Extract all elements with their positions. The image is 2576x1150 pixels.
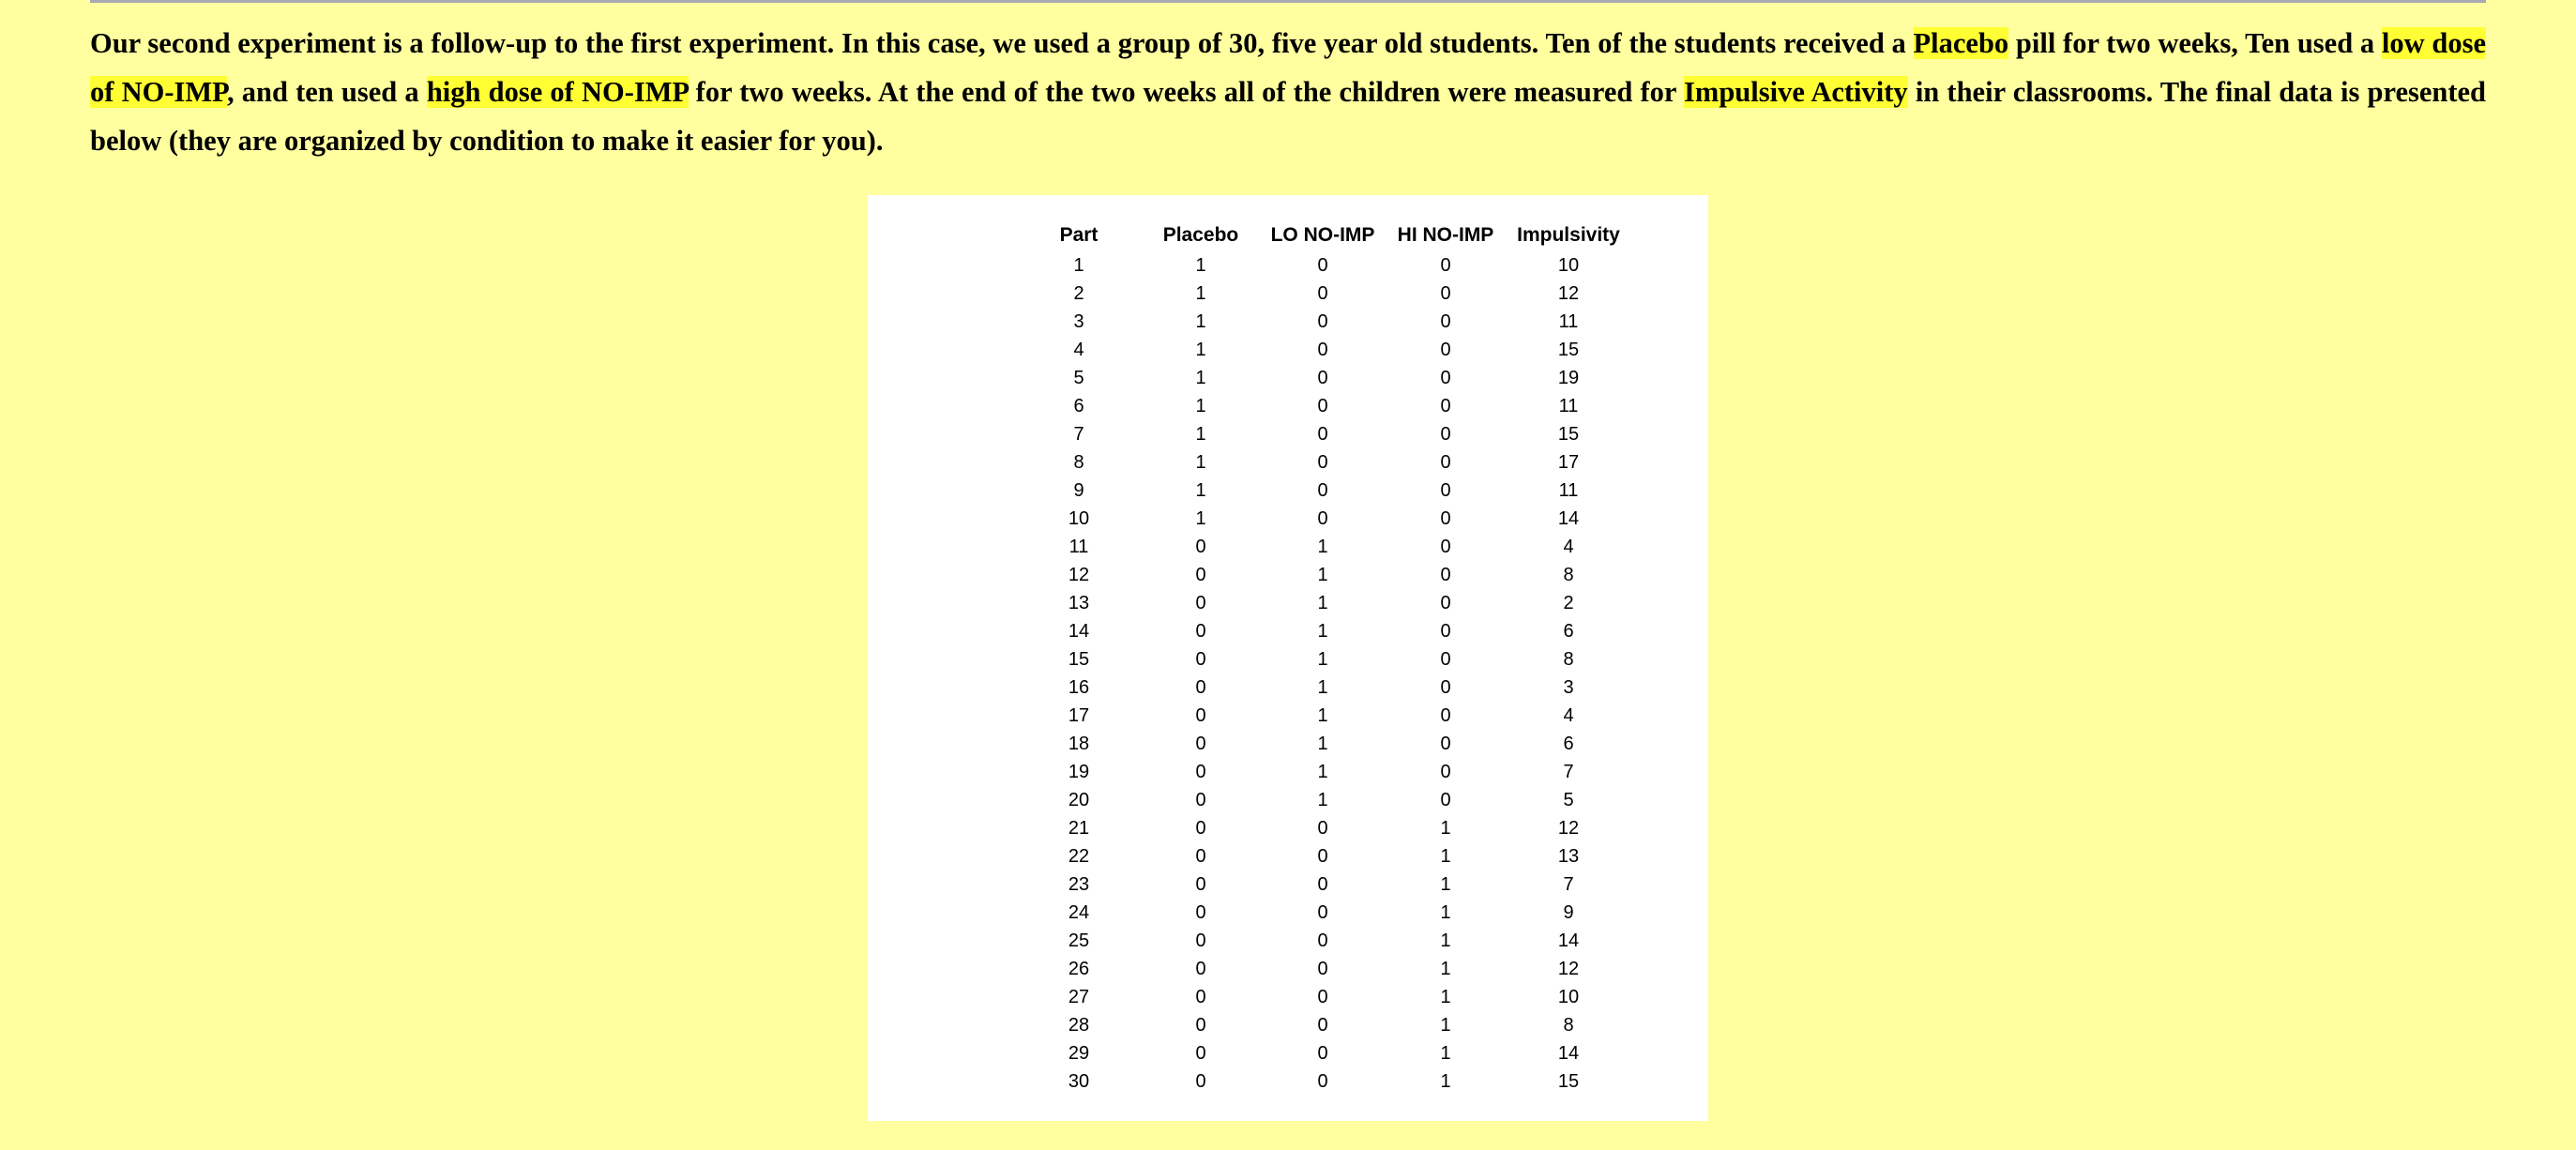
cell-impulsivity: 12 bbox=[1557, 282, 1580, 304]
table-row bbox=[1018, 702, 1629, 730]
cell-hi-no-imp: 0 bbox=[1440, 564, 1451, 585]
highlight-placebo: Placebo bbox=[1913, 27, 2009, 59]
cell-part: 11 bbox=[1068, 536, 1089, 557]
cell-impulsivity: 11 bbox=[1558, 310, 1579, 332]
cell-hi-no-imp: 1 bbox=[1440, 1014, 1451, 1036]
data-table bbox=[1018, 219, 1629, 1096]
cell-part: 25 bbox=[1068, 930, 1090, 951]
cell-placebo: 0 bbox=[1195, 676, 1206, 698]
cell-lo-no-imp: 1 bbox=[1317, 789, 1328, 810]
cell-part: 9 bbox=[1073, 479, 1084, 501]
cell-impulsivity: 10 bbox=[1557, 254, 1580, 276]
table-row bbox=[1018, 814, 1629, 842]
cell-placebo: 0 bbox=[1195, 1042, 1206, 1064]
cell-lo-no-imp: 1 bbox=[1317, 536, 1328, 557]
table-row bbox=[1018, 477, 1629, 505]
cell-placebo: 1 bbox=[1195, 339, 1206, 360]
table-row bbox=[1018, 589, 1629, 617]
cell-hi-no-imp: 0 bbox=[1440, 704, 1451, 726]
cell-lo-no-imp: 0 bbox=[1317, 845, 1328, 867]
cell-hi-no-imp: 0 bbox=[1440, 648, 1451, 670]
cell-lo-no-imp: 0 bbox=[1317, 1042, 1328, 1064]
cell-placebo: 0 bbox=[1195, 845, 1206, 867]
cell-impulsivity: 10 bbox=[1557, 986, 1580, 1007]
cell-hi-no-imp: 0 bbox=[1440, 395, 1451, 416]
cell-lo-no-imp: 0 bbox=[1317, 479, 1328, 501]
table-row bbox=[1018, 983, 1629, 1011]
cell-lo-no-imp: 0 bbox=[1317, 1070, 1328, 1092]
cell-placebo: 1 bbox=[1195, 423, 1206, 445]
cell-part: 28 bbox=[1068, 1014, 1090, 1036]
cell-impulsivity: 14 bbox=[1557, 930, 1580, 951]
cell-placebo: 0 bbox=[1195, 592, 1206, 613]
table-row bbox=[1018, 364, 1629, 392]
cell-placebo: 0 bbox=[1195, 986, 1206, 1007]
table-row bbox=[1018, 870, 1629, 899]
cell-lo-no-imp: 0 bbox=[1317, 339, 1328, 360]
table-row bbox=[1018, 1039, 1629, 1067]
cell-placebo: 0 bbox=[1195, 817, 1206, 839]
table-row bbox=[1018, 420, 1629, 448]
table-row bbox=[1018, 927, 1629, 955]
cell-part: 12 bbox=[1068, 564, 1090, 585]
cell-part: 7 bbox=[1073, 423, 1084, 445]
cell-lo-no-imp: 0 bbox=[1317, 451, 1328, 473]
cell-part: 26 bbox=[1068, 958, 1090, 979]
cell-placebo: 0 bbox=[1195, 564, 1206, 585]
cell-lo-no-imp: 1 bbox=[1317, 592, 1328, 613]
cell-impulsivity: 15 bbox=[1557, 423, 1580, 445]
cell-placebo: 0 bbox=[1195, 648, 1206, 670]
cell-part: 10 bbox=[1068, 507, 1090, 529]
cell-lo-no-imp: 1 bbox=[1317, 620, 1328, 642]
table-row bbox=[1018, 1067, 1629, 1096]
cell-hi-no-imp: 1 bbox=[1440, 958, 1451, 979]
cell-hi-no-imp: 0 bbox=[1440, 339, 1451, 360]
intro-text-4: for two weeks. At the end of the two weeks all of the children were measured for bbox=[688, 76, 1685, 108]
table-row bbox=[1018, 899, 1629, 927]
cell-impulsivity: 4 bbox=[1563, 704, 1574, 726]
cell-lo-no-imp: 0 bbox=[1317, 423, 1328, 445]
cell-part: 5 bbox=[1073, 367, 1084, 388]
cell-lo-no-imp: 1 bbox=[1317, 564, 1328, 585]
cell-part: 22 bbox=[1068, 845, 1090, 867]
cell-impulsivity: 7 bbox=[1563, 761, 1574, 782]
cell-placebo: 1 bbox=[1195, 395, 1206, 416]
cell-hi-no-imp: 0 bbox=[1440, 282, 1451, 304]
table-row bbox=[1018, 758, 1629, 786]
cell-part: 24 bbox=[1068, 901, 1090, 923]
cell-placebo: 1 bbox=[1195, 451, 1206, 473]
cell-lo-no-imp: 1 bbox=[1317, 648, 1328, 670]
cell-hi-no-imp: 0 bbox=[1440, 536, 1451, 557]
cell-part: 16 bbox=[1068, 676, 1090, 698]
cell-impulsivity: 9 bbox=[1563, 901, 1574, 923]
cell-part: 29 bbox=[1068, 1042, 1090, 1064]
table-row bbox=[1018, 251, 1629, 280]
table-row bbox=[1018, 842, 1629, 870]
cell-placebo: 0 bbox=[1195, 704, 1206, 726]
cell-part: 30 bbox=[1068, 1070, 1090, 1092]
cell-hi-no-imp: 1 bbox=[1440, 986, 1451, 1007]
cell-impulsivity: 8 bbox=[1563, 1014, 1574, 1036]
highlight-high-dose: high dose of NO-IMP bbox=[426, 76, 689, 108]
cell-lo-no-imp: 0 bbox=[1317, 817, 1328, 839]
cell-lo-no-imp: 0 bbox=[1317, 958, 1328, 979]
cell-placebo: 0 bbox=[1195, 958, 1206, 979]
table-row bbox=[1018, 392, 1629, 420]
cell-placebo: 0 bbox=[1195, 873, 1206, 895]
cell-placebo: 0 bbox=[1195, 536, 1206, 557]
cell-impulsivity: 12 bbox=[1557, 958, 1580, 979]
cell-part: 14 bbox=[1068, 620, 1090, 642]
cell-impulsivity: 7 bbox=[1563, 873, 1574, 895]
table-row bbox=[1018, 533, 1629, 561]
cell-placebo: 1 bbox=[1195, 367, 1206, 388]
table-row bbox=[1018, 336, 1629, 364]
table-row bbox=[1018, 505, 1629, 533]
cell-placebo: 0 bbox=[1195, 761, 1206, 782]
cell-impulsivity: 17 bbox=[1557, 451, 1580, 473]
cell-part: 3 bbox=[1073, 310, 1084, 332]
top-divider bbox=[90, 0, 2486, 3]
cell-part: 15 bbox=[1068, 648, 1090, 670]
cell-part: 18 bbox=[1068, 733, 1090, 754]
column-header-placebo: Placebo bbox=[1162, 224, 1239, 246]
cell-hi-no-imp: 0 bbox=[1440, 676, 1451, 698]
cell-hi-no-imp: 1 bbox=[1440, 1070, 1451, 1092]
cell-placebo: 0 bbox=[1195, 789, 1206, 810]
cell-part: 17 bbox=[1068, 704, 1090, 726]
table-row bbox=[1018, 1011, 1629, 1039]
cell-lo-no-imp: 0 bbox=[1317, 282, 1328, 304]
column-header-hi-no-imp: HI NO-IMP bbox=[1397, 224, 1494, 246]
cell-part: 1 bbox=[1073, 254, 1084, 276]
cell-part: 20 bbox=[1068, 789, 1090, 810]
cell-lo-no-imp: 0 bbox=[1317, 507, 1328, 529]
table-row bbox=[1018, 308, 1629, 336]
cell-part: 6 bbox=[1073, 395, 1084, 416]
cell-part: 13 bbox=[1068, 592, 1090, 613]
cell-part: 27 bbox=[1068, 986, 1090, 1007]
cell-placebo: 0 bbox=[1195, 1070, 1206, 1092]
table-row bbox=[1018, 448, 1629, 477]
cell-impulsivity: 8 bbox=[1563, 564, 1574, 585]
cell-placebo: 0 bbox=[1195, 901, 1206, 923]
cell-hi-no-imp: 0 bbox=[1440, 367, 1451, 388]
cell-impulsivity: 2 bbox=[1563, 592, 1574, 613]
cell-hi-no-imp: 0 bbox=[1440, 733, 1451, 754]
intro-text-3: , and ten used a bbox=[226, 76, 427, 108]
table-row bbox=[1018, 561, 1629, 589]
table-row bbox=[1018, 645, 1629, 673]
intro-text-5: in their classrooms. The final data is presented below (they are organized by condition to make it easier for you). bbox=[90, 76, 2487, 157]
table-row bbox=[1018, 955, 1629, 983]
cell-hi-no-imp: 1 bbox=[1440, 845, 1451, 867]
cell-hi-no-imp: 0 bbox=[1440, 479, 1451, 501]
cell-hi-no-imp: 0 bbox=[1440, 592, 1451, 613]
cell-part: 23 bbox=[1068, 873, 1090, 895]
cell-lo-no-imp: 0 bbox=[1317, 1014, 1328, 1036]
cell-hi-no-imp: 0 bbox=[1440, 507, 1451, 529]
intro-text-1: Our second experiment is a follow-up to the first experiment. In this case, we used a group of 30, five year old students. Ten of the students received a bbox=[90, 27, 1914, 59]
table-row bbox=[1018, 617, 1629, 645]
cell-placebo: 0 bbox=[1195, 733, 1206, 754]
table-row bbox=[1018, 786, 1629, 814]
cell-hi-no-imp: 0 bbox=[1440, 761, 1451, 782]
cell-impulsivity: 8 bbox=[1563, 648, 1574, 670]
cell-impulsivity: 13 bbox=[1557, 845, 1580, 867]
cell-lo-no-imp: 1 bbox=[1317, 676, 1328, 698]
cell-lo-no-imp: 1 bbox=[1317, 733, 1328, 754]
intro-text-2: pill for two weeks, Ten used a bbox=[2008, 27, 2382, 59]
cell-hi-no-imp: 0 bbox=[1440, 310, 1451, 332]
column-header-part: Part bbox=[1059, 224, 1099, 246]
cell-impulsivity: 11 bbox=[1558, 395, 1579, 416]
cell-lo-no-imp: 0 bbox=[1317, 254, 1328, 276]
cell-impulsivity: 6 bbox=[1563, 733, 1574, 754]
cell-hi-no-imp: 0 bbox=[1440, 423, 1451, 445]
table-row bbox=[1018, 673, 1629, 702]
cell-part: 21 bbox=[1068, 817, 1090, 839]
column-header-impulsivity: Impulsivity bbox=[1517, 224, 1620, 246]
table-header-row bbox=[1018, 219, 1629, 251]
cell-lo-no-imp: 0 bbox=[1317, 310, 1328, 332]
cell-lo-no-imp: 0 bbox=[1317, 873, 1328, 895]
cell-lo-no-imp: 0 bbox=[1317, 395, 1328, 416]
cell-hi-no-imp: 0 bbox=[1440, 789, 1451, 810]
cell-impulsivity: 4 bbox=[1563, 536, 1574, 557]
table-row bbox=[1018, 730, 1629, 758]
experiment-description bbox=[90, 19, 2486, 165]
cell-impulsivity: 11 bbox=[1558, 479, 1579, 501]
cell-part: 2 bbox=[1073, 282, 1084, 304]
cell-lo-no-imp: 0 bbox=[1317, 901, 1328, 923]
cell-lo-no-imp: 0 bbox=[1317, 930, 1328, 951]
cell-impulsivity: 14 bbox=[1557, 1042, 1580, 1064]
cell-lo-no-imp: 0 bbox=[1317, 367, 1328, 388]
cell-hi-no-imp: 0 bbox=[1440, 451, 1451, 473]
cell-placebo: 1 bbox=[1195, 310, 1206, 332]
cell-hi-no-imp: 1 bbox=[1440, 873, 1451, 895]
cell-placebo: 1 bbox=[1195, 282, 1206, 304]
cell-placebo: 1 bbox=[1195, 507, 1206, 529]
cell-part: 19 bbox=[1068, 761, 1090, 782]
cell-impulsivity: 12 bbox=[1557, 817, 1580, 839]
cell-placebo: 0 bbox=[1195, 620, 1206, 642]
cell-part: 4 bbox=[1073, 339, 1084, 360]
highlight-impulsive-activity: Impulsive Activity bbox=[1684, 76, 1908, 108]
table-body bbox=[1018, 251, 1629, 1096]
cell-impulsivity: 19 bbox=[1557, 367, 1580, 388]
cell-lo-no-imp: 0 bbox=[1317, 986, 1328, 1007]
cell-placebo: 1 bbox=[1195, 479, 1206, 501]
highlight-low-dose: low dose of NO-IMP bbox=[90, 27, 2487, 108]
data-table-panel bbox=[868, 195, 1708, 1121]
cell-impulsivity: 15 bbox=[1557, 339, 1580, 360]
cell-hi-no-imp: 0 bbox=[1440, 620, 1451, 642]
table-row bbox=[1018, 280, 1629, 308]
cell-impulsivity: 15 bbox=[1557, 1070, 1580, 1092]
cell-hi-no-imp: 1 bbox=[1440, 1042, 1451, 1064]
cell-placebo: 0 bbox=[1195, 1014, 1206, 1036]
column-header-lo-no-imp: LO NO-IMP bbox=[1270, 224, 1375, 246]
cell-lo-no-imp: 1 bbox=[1317, 704, 1328, 726]
cell-lo-no-imp: 1 bbox=[1317, 761, 1328, 782]
cell-part: 8 bbox=[1073, 451, 1084, 473]
cell-hi-no-imp: 1 bbox=[1440, 930, 1451, 951]
cell-impulsivity: 5 bbox=[1563, 789, 1574, 810]
cell-impulsivity: 3 bbox=[1563, 676, 1574, 698]
cell-hi-no-imp: 0 bbox=[1440, 254, 1451, 276]
cell-placebo: 1 bbox=[1195, 254, 1206, 276]
cell-hi-no-imp: 1 bbox=[1440, 817, 1451, 839]
cell-placebo: 0 bbox=[1195, 930, 1206, 951]
cell-impulsivity: 6 bbox=[1563, 620, 1574, 642]
cell-hi-no-imp: 1 bbox=[1440, 901, 1451, 923]
cell-impulsivity: 14 bbox=[1557, 507, 1580, 529]
